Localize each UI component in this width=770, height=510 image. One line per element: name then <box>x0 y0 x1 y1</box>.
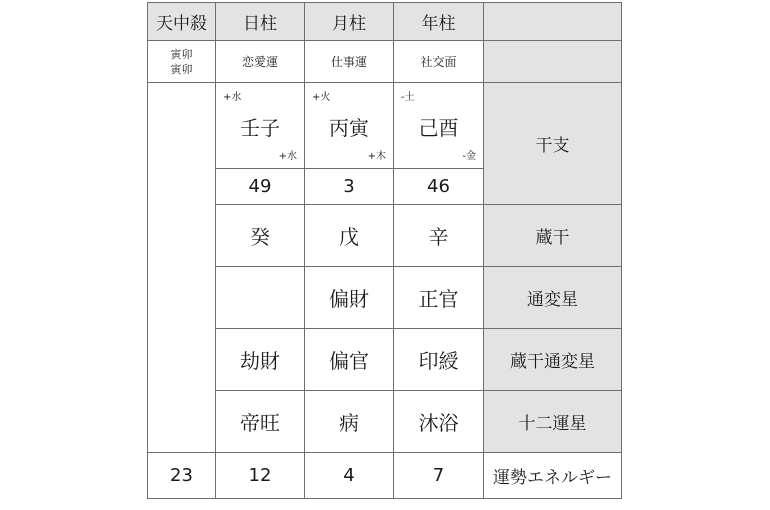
zokan-year: 辛 <box>394 205 484 267</box>
unsei-year: 沐浴 <box>394 391 484 453</box>
label-zokan-tsuhensei: 蔵干通変星 <box>484 329 622 391</box>
number-year: 46 <box>394 169 484 205</box>
tenchusatsu-blank <box>148 83 216 453</box>
header-day-pillar: 日柱 <box>216 3 305 41</box>
zokan-tsuhensei-day: 劫財 <box>216 329 305 391</box>
label-energy: 運勢エネルギー <box>484 453 622 499</box>
theme-label-blank <box>484 41 622 83</box>
header-tenchusatsu: 天中殺 <box>148 3 216 41</box>
tenchusatsu-value-2: 寅卯 <box>170 62 193 76</box>
label-kanshi: 干支 <box>484 83 622 205</box>
zokan-tsuhensei-month: 偏官 <box>305 329 394 391</box>
theme-day: 恋愛運 <box>216 41 305 83</box>
theme-year: 社交面 <box>394 41 484 83</box>
kanshi-day-bottom: +水 <box>278 151 297 162</box>
label-tsuhensei: 通変星 <box>484 267 622 329</box>
tenchusatsu-cell <box>148 41 216 83</box>
zokan-month: 戊 <box>305 205 394 267</box>
header-blank <box>484 3 622 41</box>
unsei-day: 帝旺 <box>216 391 305 453</box>
label-unsei: 十二運星 <box>484 391 622 453</box>
kanshi-year <box>394 83 484 169</box>
number-day: 49 <box>216 169 305 205</box>
kanshi-month-top: +火 <box>312 92 331 103</box>
meishiki-table <box>147 2 622 499</box>
zokan-day: 癸 <box>216 205 305 267</box>
kanshi-month-bottom: +木 <box>367 151 386 162</box>
header-month-pillar: 月柱 <box>305 3 394 41</box>
kanshi-year-top: -土 <box>401 92 415 103</box>
kanshi-day <box>216 83 305 169</box>
zokan-tsuhensei-year: 印綬 <box>394 329 484 391</box>
tsuhensei-month: 偏財 <box>305 267 394 329</box>
energy-day: 12 <box>216 453 305 499</box>
label-zokan: 蔵干 <box>484 205 622 267</box>
number-month: 3 <box>305 169 394 205</box>
kanshi-month-value: 丙寅 <box>329 116 369 140</box>
energy-year: 7 <box>394 453 484 499</box>
kanshi-year-value: 己酉 <box>418 116 459 140</box>
energy-total: 23 <box>148 453 216 499</box>
tenchusatsu-value-1: 寅卯 <box>170 47 193 61</box>
header-year-pillar: 年柱 <box>394 3 484 41</box>
energy-month: 4 <box>305 453 394 499</box>
tsuhensei-year: 正官 <box>394 267 484 329</box>
kanshi-day-value: 壬子 <box>240 116 280 140</box>
kanshi-year-bottom: -金 <box>462 151 476 162</box>
kanshi-day-top: +水 <box>223 92 242 103</box>
tsuhensei-day <box>216 267 305 329</box>
unsei-month: 病 <box>305 391 394 453</box>
kanshi-month <box>305 83 394 169</box>
theme-month: 仕事運 <box>305 41 394 83</box>
